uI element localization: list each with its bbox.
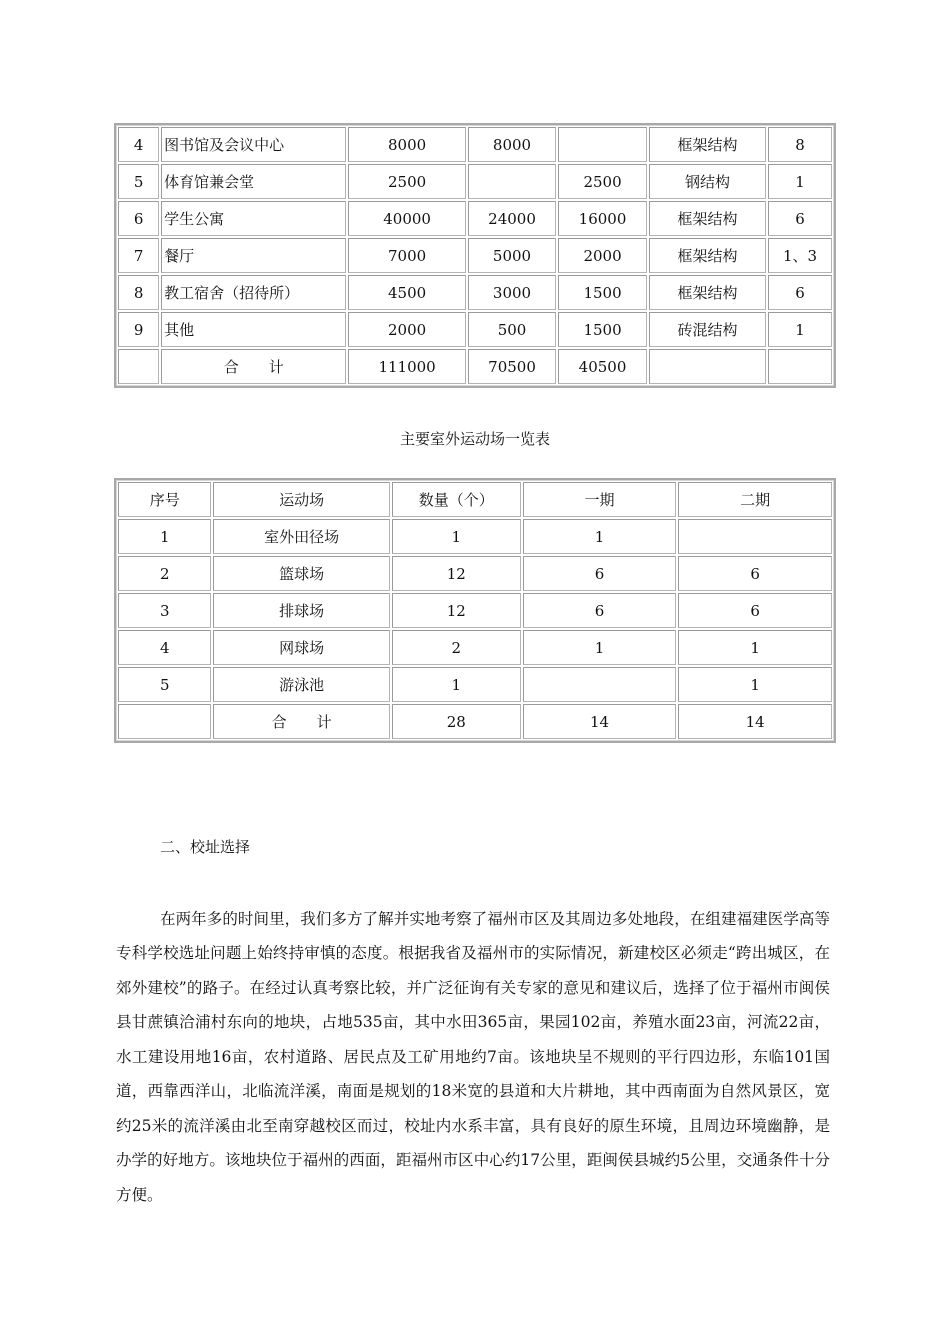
table-cell: 8000 bbox=[468, 127, 557, 162]
table-cell: 网球场 bbox=[213, 630, 390, 665]
table-cell: 1 bbox=[523, 630, 677, 665]
table-row bbox=[118, 312, 832, 347]
table-row bbox=[118, 201, 832, 236]
total-cell: 合 计 bbox=[213, 704, 390, 739]
table-cell: 4500 bbox=[348, 275, 465, 310]
table-cell: 6 bbox=[678, 593, 832, 628]
table-cell: 16000 bbox=[558, 201, 647, 236]
table-cell: 2500 bbox=[348, 164, 465, 199]
table-cell: 1 bbox=[768, 164, 832, 199]
table-cell: 4 bbox=[118, 127, 159, 162]
table-cell: 12 bbox=[392, 556, 521, 591]
table-row bbox=[118, 238, 832, 273]
table-cell: 教工宿舍（招待所） bbox=[161, 275, 346, 310]
table-cell: 室外田径场 bbox=[213, 519, 390, 554]
total-cell: 14 bbox=[678, 704, 832, 739]
table-row bbox=[118, 127, 832, 162]
outdoor-sports-table bbox=[114, 478, 836, 743]
table-cell: 钢结构 bbox=[649, 164, 766, 199]
table-cell: 6 bbox=[523, 593, 677, 628]
table-cell: 框架结构 bbox=[649, 275, 766, 310]
table-cell bbox=[558, 127, 647, 162]
table-cell: 2500 bbox=[558, 164, 647, 199]
table-cell: 9 bbox=[118, 312, 159, 347]
column-header: 一期 bbox=[523, 482, 677, 517]
table-cell: 3000 bbox=[468, 275, 557, 310]
table-cell: 框架结构 bbox=[649, 238, 766, 273]
table-cell: 1500 bbox=[558, 275, 647, 310]
table-cell: 2000 bbox=[558, 238, 647, 273]
table-cell: 7 bbox=[118, 238, 159, 273]
table-cell: 砖混结构 bbox=[649, 312, 766, 347]
table-cell: 2000 bbox=[348, 312, 465, 347]
header-row bbox=[118, 482, 832, 517]
table-cell: 8 bbox=[118, 275, 159, 310]
table-cell: 2 bbox=[392, 630, 521, 665]
total-row bbox=[118, 704, 832, 739]
table-cell: 3 bbox=[118, 593, 211, 628]
column-header: 二期 bbox=[678, 482, 832, 517]
table-cell: 1 bbox=[678, 667, 832, 702]
total-cell bbox=[649, 349, 766, 384]
table-cell: 5000 bbox=[468, 238, 557, 273]
table-cell: 1 bbox=[118, 519, 211, 554]
table-cell: 1 bbox=[678, 630, 832, 665]
table-row bbox=[118, 519, 832, 554]
table-cell: 1 bbox=[523, 519, 677, 554]
table-cell: 图书馆及会议中心 bbox=[161, 127, 346, 162]
sports-table-body bbox=[118, 482, 832, 739]
table-cell: 5 bbox=[118, 667, 211, 702]
total-row bbox=[118, 349, 832, 384]
table-cell: 游泳池 bbox=[213, 667, 390, 702]
table-row bbox=[118, 630, 832, 665]
section-heading: 二、校址选择 bbox=[160, 838, 251, 856]
table-cell: 1 bbox=[768, 312, 832, 347]
table-cell: 6 bbox=[678, 556, 832, 591]
table-cell: 框架结构 bbox=[649, 127, 766, 162]
table-cell: 500 bbox=[468, 312, 557, 347]
table-cell: 框架结构 bbox=[649, 201, 766, 236]
table-cell: 学生公寓 bbox=[161, 201, 346, 236]
table-cell: 其他 bbox=[161, 312, 346, 347]
table-cell bbox=[678, 519, 832, 554]
table-cell: 40000 bbox=[348, 201, 465, 236]
building-area-table bbox=[114, 123, 836, 388]
building-table-body bbox=[118, 127, 832, 384]
total-cell bbox=[768, 349, 832, 384]
table-cell: 1500 bbox=[558, 312, 647, 347]
table-cell: 8000 bbox=[348, 127, 465, 162]
column-header: 运动场 bbox=[213, 482, 390, 517]
total-cell: 合 计 bbox=[161, 349, 346, 384]
table-cell: 4 bbox=[118, 630, 211, 665]
total-cell: 28 bbox=[392, 704, 521, 739]
table-row bbox=[118, 164, 832, 199]
table-cell: 6 bbox=[768, 275, 832, 310]
table-cell: 7000 bbox=[348, 238, 465, 273]
table-cell: 1 bbox=[392, 667, 521, 702]
table-row bbox=[118, 667, 832, 702]
table-cell: 12 bbox=[392, 593, 521, 628]
table-cell bbox=[523, 667, 677, 702]
total-cell bbox=[118, 704, 211, 739]
table-row bbox=[118, 275, 832, 310]
table-cell: 6 bbox=[118, 201, 159, 236]
table-cell bbox=[468, 164, 557, 199]
site-selection-paragraph: 在两年多的时间里，我们多方了解并实地考察了福州市区及其周边多处地段，在组建福建医学高等专科学校选址问题上始终持审慎的态度。根据我省及福州市的实际情况，新建校区必须走“跨出城区，在郊外建校”的路子。在经过认真考察比较，并广泛征询有关专家的意见和建议后，选择了位于福州市闽侯县甘蔗镇洽浦村东向的地块，占地535亩，其中水田365亩，果园102亩，养殖水面23亩，河流22亩，水工建设用地16亩，农村道路、居民点及工矿用地约7亩。该地块呈不规则的平行四边形，东临101国道，西靠西洋山，北临流洋溪，南面是规划的18米宽的县道和大片耕地，其中西南面为自然风景区，宽约25米的流洋溪由北至南穿越校区而过，校址内水系丰富，具有良好的原生环境，且周边环境幽静，是办学的好地方。该地块位于福州的西面，距福州市区中心约17公里，距闽侯县城约5公里，交通条件十分方便。 bbox=[116, 909, 830, 1204]
column-header: 数量（个） bbox=[392, 482, 521, 517]
table-cell: 2 bbox=[118, 556, 211, 591]
table-cell: 体育馆兼会堂 bbox=[161, 164, 346, 199]
column-header: 序号 bbox=[118, 482, 211, 517]
total-cell: 111000 bbox=[348, 349, 465, 384]
total-cell bbox=[118, 349, 159, 384]
table-row bbox=[118, 593, 832, 628]
sports-table-caption: 主要室外运动场一览表 bbox=[399, 430, 550, 448]
table-cell: 6 bbox=[768, 201, 832, 236]
table-cell: 排球场 bbox=[213, 593, 390, 628]
total-cell: 14 bbox=[523, 704, 677, 739]
table-cell: 1、3 bbox=[768, 238, 832, 273]
table-cell: 6 bbox=[523, 556, 677, 591]
total-cell: 70500 bbox=[468, 349, 557, 384]
table-cell: 8 bbox=[768, 127, 832, 162]
table-cell: 餐厅 bbox=[161, 238, 346, 273]
table-cell: 24000 bbox=[468, 201, 557, 236]
table-cell: 篮球场 bbox=[213, 556, 390, 591]
table-cell: 5 bbox=[118, 164, 159, 199]
table-row bbox=[118, 556, 832, 591]
table-cell: 1 bbox=[392, 519, 521, 554]
total-cell: 40500 bbox=[558, 349, 647, 384]
